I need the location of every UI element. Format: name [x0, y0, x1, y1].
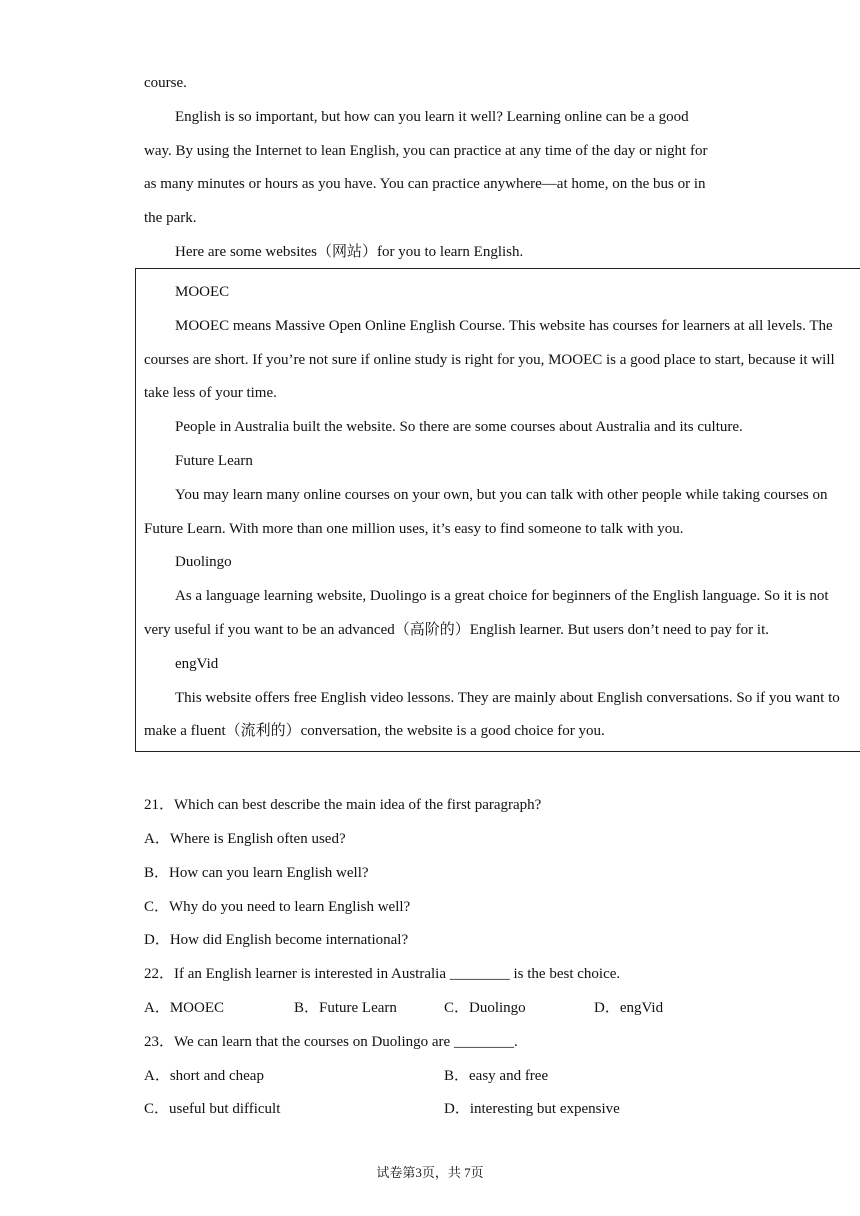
question-21-stem: 21．Which can best describe the main idea of the first paragraph?: [144, 797, 542, 813]
q23-option-b[interactable]: B．easy and free: [444, 1068, 549, 1084]
website-heading-duolingo: Duolingo: [175, 554, 232, 570]
page-footer: 试卷第3页，共 7页: [376, 1165, 484, 1180]
box-line: You may learn many online courses on your own, but you can talk with other people while taking courses on: [175, 487, 828, 503]
q23-option-a[interactable]: A．short and cheap: [144, 1068, 264, 1084]
passage-line: Here are some websites（网站）for you to learn English.: [175, 244, 524, 260]
question-22-stem: 22．If an English learner is interested in Australia ________ is the best choice.: [144, 966, 621, 982]
website-heading-future-learn: Future Learn: [175, 453, 253, 469]
website-heading-engvid: engVid: [175, 656, 219, 672]
passage-line: the park.: [144, 210, 197, 226]
q22-option-b[interactable]: B．Future Learn: [294, 1000, 397, 1016]
q21-option-d[interactable]: D．How did English become international?: [144, 932, 409, 948]
q22-option-d[interactable]: D．engVid: [594, 1000, 664, 1016]
website-heading-mooec: MOOEC: [175, 284, 230, 300]
box-line: make a fluent（流利的）conversation, the website is a good choice for you.: [144, 723, 605, 739]
box-line: Future Learn. With more than one million uses, it’s easy to find someone to talk with you.: [144, 521, 684, 537]
q23-option-d[interactable]: D．interesting but expensive: [444, 1101, 620, 1117]
box-line: very useful if you want to be an advanced（高阶的）English learner. But users don’t need to pay for it.: [144, 622, 769, 638]
passage-line: course.: [144, 75, 187, 91]
box-line: People in Australia built the website. So there are some courses about Australia and its culture.: [175, 419, 743, 435]
q21-option-b[interactable]: B．How can you learn English well?: [144, 865, 369, 881]
passage-line: as many minutes or hours as you have. You can practice anywhere—at home, on the bus or in: [144, 176, 706, 192]
q21-option-a[interactable]: A．Where is English often used?: [144, 831, 346, 847]
q21-option-c[interactable]: C．Why do you need to learn English well?: [144, 899, 411, 915]
box-line: As a language learning website, Duolingo is a great choice for beginners of the English language. So it is not: [175, 588, 829, 604]
box-line: MOOEC means Massive Open Online English Course. This website has courses for learners at all levels. The: [175, 318, 833, 334]
q22-option-a[interactable]: A．MOOEC: [144, 1000, 225, 1016]
q23-option-c[interactable]: C．useful but difficult: [144, 1101, 281, 1117]
box-line: take less of your time.: [144, 385, 277, 401]
passage-line: way. By using the Internet to lean English, you can practice at any time of the day or night for: [144, 143, 708, 159]
box-line: This website offers free English video lessons. They are mainly about English conversations. So if you want to: [175, 690, 840, 706]
question-23-stem: 23．We can learn that the courses on Duolingo are ________.: [144, 1034, 518, 1050]
q22-option-c[interactable]: C．Duolingo: [444, 1000, 526, 1016]
box-line: courses are short. If you’re not sure if online study is right for you, MOOEC is a good place to start, because it will: [144, 352, 835, 368]
passage-line: English is so important, but how can you learn it well? Learning online can be a good: [175, 109, 689, 125]
websites-box: [135, 268, 860, 752]
